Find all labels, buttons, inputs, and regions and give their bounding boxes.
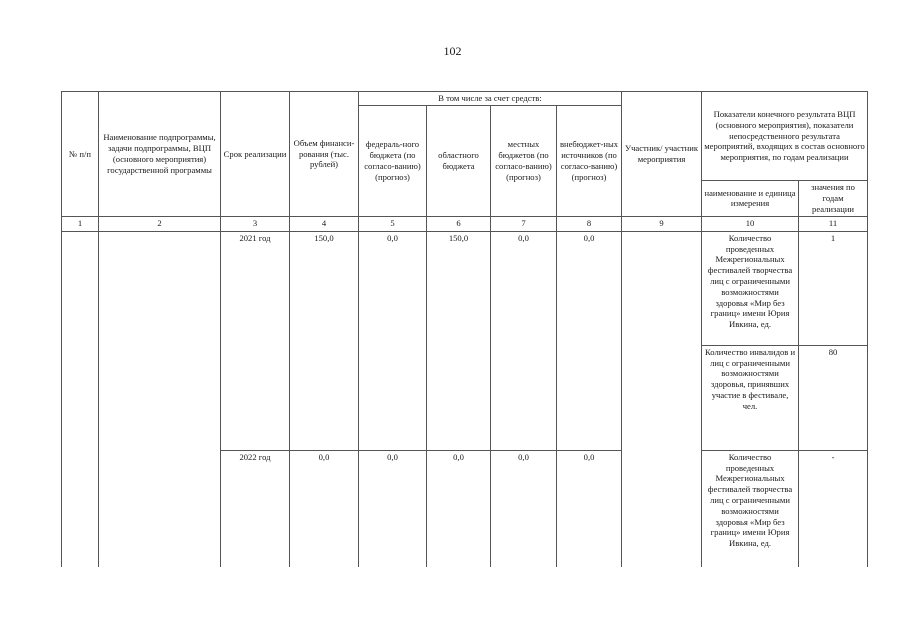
cell-regional: 150,0	[427, 231, 491, 450]
cell-indicator-name: Количество проведенных Межрегиональных фестивалей творчества лиц с ограниченными возможностями здоровья «Мир без границ» имени Юрия Ивкина, ед.	[702, 450, 799, 567]
column-number-row	[62, 216, 868, 231]
header-sources-group: В том числе за счет средств:	[359, 92, 622, 106]
header-number: № п/п	[62, 92, 99, 217]
header-participant: Участник/ участник мероприятия	[622, 92, 702, 217]
header-indicators-group: Показатели конечного результата ВЦП (основного мероприятия), показатели непосредственного результата мероприятий, входящих в состав основного мероприятия, по годам реализации	[702, 92, 868, 181]
cell-number	[62, 231, 99, 567]
cell-indicator-name: Количество проведенных Межрегиональных фестивалей творчества лиц с ограниченными возможностями здоровья «Мир без границ» имени Юрия Ивкина, ед.	[702, 231, 799, 345]
header-volume: Объем финанси-рования (тыс. рублей)	[290, 92, 359, 217]
cell-indicator-name: Количество инвалидов и лиц с ограниченными возможностями здоровья, принявших участие в фестивале, чел.	[702, 345, 799, 450]
column-number: 8	[557, 216, 622, 231]
page-number: 102	[443, 44, 462, 58]
column-number: 9	[622, 216, 702, 231]
cell-indicator-value: -	[799, 450, 868, 567]
cell-participant	[622, 231, 702, 567]
program-table	[61, 91, 868, 567]
header-indicator-value: значения по годам реализации	[799, 180, 868, 216]
cell-volume: 150,0	[290, 231, 359, 450]
header-extra: внебюджет-ных источников (по согласо-ванию) (прогноз)	[557, 105, 622, 216]
column-number: 1	[62, 216, 99, 231]
column-number: 7	[491, 216, 557, 231]
cell-extra: 0,0	[557, 450, 622, 567]
column-number: 5	[359, 216, 427, 231]
column-number: 4	[290, 216, 359, 231]
cell-regional: 0,0	[427, 450, 491, 567]
cell-federal: 0,0	[359, 231, 427, 450]
column-number: 10	[702, 216, 799, 231]
cell-year: 2021 год	[221, 231, 290, 450]
column-number: 6	[427, 216, 491, 231]
cell-year: 2022 год	[221, 450, 290, 567]
header-name: Наименование подпрограммы, задачи подпрограммы, ВЦП (основного мероприятия) государственной программы	[99, 92, 221, 217]
cell-volume: 0,0	[290, 450, 359, 567]
cell-local: 0,0	[491, 450, 557, 567]
table-row	[62, 231, 868, 345]
cell-indicator-value: 1	[799, 231, 868, 345]
cell-local: 0,0	[491, 231, 557, 450]
header-indicator-name: наименование и единица измерения	[702, 180, 799, 216]
cell-indicator-value: 80	[799, 345, 868, 450]
header-term: Срок реализации	[221, 92, 290, 217]
column-number: 3	[221, 216, 290, 231]
header-federal: федераль-ного бюджета (по согласо-ванию) (прогноз)	[359, 105, 427, 216]
header-regional: областного бюджета	[427, 105, 491, 216]
cell-extra: 0,0	[557, 231, 622, 450]
column-number: 2	[99, 216, 221, 231]
cell-federal: 0,0	[359, 450, 427, 567]
cell-name	[99, 231, 221, 567]
header-local: местных бюджетов (по согласо-ванию) (прогноз)	[491, 105, 557, 216]
column-number: 11	[799, 216, 868, 231]
